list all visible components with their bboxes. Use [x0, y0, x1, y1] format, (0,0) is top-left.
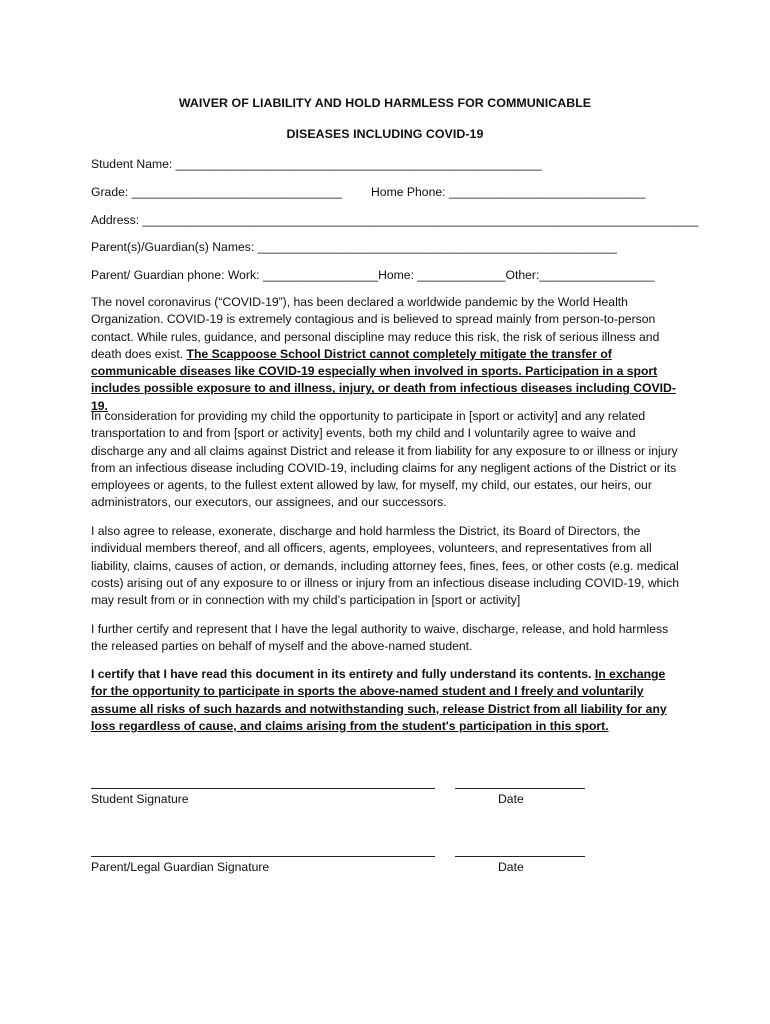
guardian-date-line[interactable]	[455, 856, 585, 857]
student-date-label: Date	[498, 792, 524, 806]
title-line-2: DISEASES INCLUDING COVID-19	[286, 127, 484, 141]
student-signature-line[interactable]	[91, 788, 435, 789]
paragraph-certification-text: I certify that I have read this document in its entirety and fully understand its contents.	[91, 667, 595, 681]
paragraph-covid-risk-emphasis: The Scappoose School District cannot completely mitigate the transfer of communicable diseases like COVID-19 especially when involved in sports. Participation in a sport includes possible exposure to and illness, injury, or death from infectious diseases including COVID-19.	[91, 346, 676, 413]
paragraph-legal-authority: I further certify and represent that I have the legal authority to waive, discharge, release, and hold harmless the released parties on behalf of myself and the above-named student.	[91, 622, 669, 654]
address-field[interactable]: Address: __________________________________________________________________________________	[91, 213, 699, 227]
paragraph-covid-risk	[91, 294, 683, 415]
guardian-signature-label: Parent/Legal Guardian Signature	[91, 860, 270, 874]
paragraph-release-agreement: I also agree to release, exonerate, discharge and hold harmless the District, its Board of Directors, the individual members thereof, and all officers, agents, employees, volunteers, and representatives from all liability, claims, causes of action, or demands, including attorney fees, fines, fees, or other costs (e.g. medical costs) arising out of any exposure to or illness or injury from an infectious disease including COVID-19, which may result from or in connection with my child’s participation in [sport or activity]	[91, 524, 679, 608]
guardian-signature-line[interactable]	[91, 856, 435, 857]
guardian-names-field[interactable]: Parent(s)/Guardian(s) Names: _____________________________________________________	[91, 240, 617, 254]
home-phone-field[interactable]: Home Phone: _____________________________	[371, 185, 646, 199]
paragraph-certification-emphasis: In exchange for the opportunity to participate in sports the above-named student and I freely and voluntarily assume all risks of such hazards and notwithstanding such, release District from all liability for any loss regardless of cause, and claims arising from the student's participation in this sport.	[91, 667, 667, 733]
paragraph-waiver-consideration: In consideration for providing my child the opportunity to participate in [sport or activity] and any related transportation to and from [sport or activity] events, both my child and I voluntarily agree to waive and discharge any and all claims against District and release it from liability for any exposure to or illness or injury from an infectious disease including COVID-19, including claims for any negligent actions of the District or its employees or agents, to the fullest extent allowed by law, for myself, my child, our estates, our heirs, our administrators, our executors, our assignees, and our successors.	[91, 409, 678, 510]
paragraph-covid-risk-text: The novel coronavirus (“COVID-19”), has been declared a worldwide pandemic by the World Health Organization. COVID-19 is extremely contagious and is believed to spread mainly from person-to-person contact. While rules, guidance, and personal discipline may reduce this risk, the risk of serious illness and death does exist.	[91, 295, 660, 361]
title-line-1: WAIVER OF LIABILITY AND HOLD HARMLESS FOR COMMUNICABLE	[178, 96, 592, 110]
grade-field[interactable]: Grade: _______________________________	[91, 185, 342, 199]
student-name-field[interactable]: Student Name: ______________________________________________________	[91, 157, 542, 171]
guardian-phone-field[interactable]: Parent/ Guardian phone: Work: _________________Home: _____________Other:_________________	[91, 268, 655, 282]
paragraph-certification	[91, 666, 683, 735]
student-signature-label: Student Signature	[91, 792, 189, 806]
student-date-line[interactable]	[455, 788, 585, 789]
guardian-date-label: Date	[498, 860, 524, 874]
